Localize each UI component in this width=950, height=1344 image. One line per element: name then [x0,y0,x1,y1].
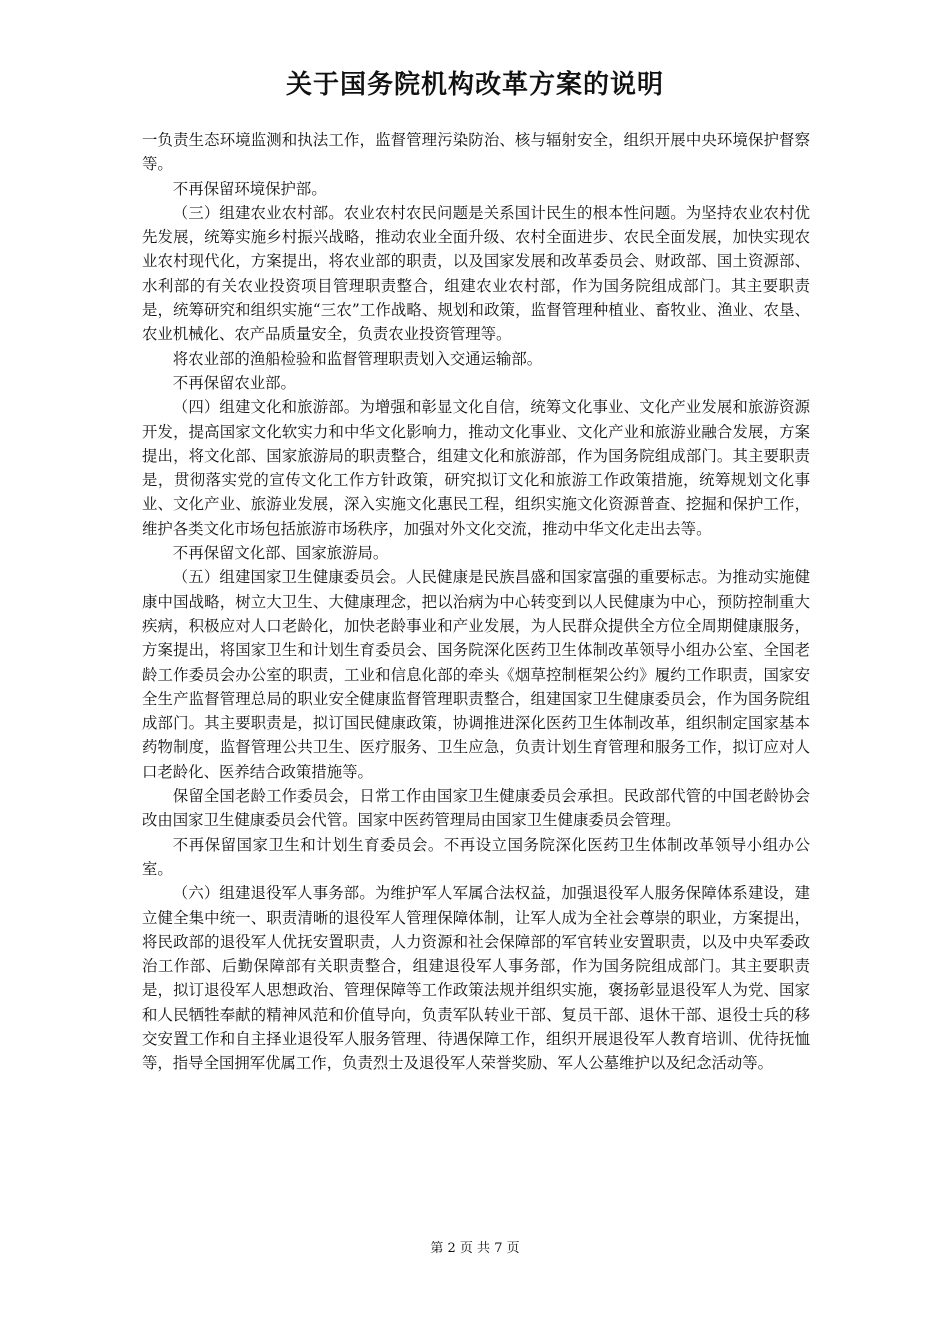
paragraph-3: （三）组建农业农村部。农业农村农民问题是关系国计民生的根本性问题。为坚持农业农村优先发展，统筹实施乡村振兴战略，推动农业全面升级、农村全面进步、农民全面发展，加快实现农业农村现代化，方案提出，将农业部的职责，以及国家发展和改革委员会、财政部、国土资源部、水利部的有关农业投资项目管理职责整合，组建农业农村部，作为国务院组成部门。其主要职责是，统筹研究和组织实施“三农”工作战略、规划和政策，监督管理种植业、畜牧业、渔业、农垦、农业机械化、农产品质量安全，负责农业投资管理等。 [142,203,810,344]
paragraph-9: 保留全国老龄工作委员会，日常工作由国家卫生健康委员会承担。民政部代管的中国老龄协会改由国家卫生健康委员会代管。国家中医药管理局由国家卫生健康委员会管理。 [142,787,810,830]
paragraph-4: 将农业部的渔船检验和监督管理职责划入交通运输部。 [172,349,543,368]
paragraph-6: （四）组建文化和旅游部。为增强和彰显文化自信，统筹文化事业、文化产业发展和旅游资源开发，提高国家文化软实力和中华文化影响力，推动文化事业、文化产业和旅游业融合发展，方案提出，将文化部、国家旅游局的职责整合，组建文化和旅游部，作为国务院组成部门。其主要职责是，贯彻落实党的宣传文化工作方针政策，研究拟订文化和旅游工作政策措施，统筹规划文化事业、文化产业、旅游业发展，深入实施文化惠民工程，组织实施文化资源普查、挖掘和保护工作，维护各类文化市场包括旅游市场秩序，加强对外文化交流，推动中华文化走出去等。 [142,398,810,538]
document-title: 关于国务院机构改革方案的说明 [285,70,664,100]
paragraph-8: （五）组建国家卫生健康委员会。人民健康是民族昌盛和国家富强的重要标志。为推动实施健康中国战略，树立大卫生、大健康理念，把以治病为中心转变到以人民健康为中心，预防控制重大疾病，积极应对人口老龄化，加快老龄事业和产业发展，为人民群众提供全方位全周期健康服务，方案提出，将国家卫生和计划生育委员会、国务院深化医药卫生体制改革领导小组办公室、全国老龄工作委员会办公室的职责，工业和信息化部的牵头《烟草控制框架公约》履约工作职责，国家安全生产监督管理总局的职业安全健康监督管理职责整合，组建国家卫生健康委员会，作为国务院组成部门。其主要职责是，拟订国民健康政策，协调推进深化医药卫生体制改革，组织制定国家基本药物制度，监督管理公共卫生、医疗服务、卫生应急，负责计划生育管理和服务工作，拟订应对人口老龄化、医养结合政策措施等。 [142,568,810,781]
paragraph-1: 一负责生态环境监测和执法工作，监督管理污染防治、核与辐射安全，组织开展中央环境保护督察等。 [142,131,810,174]
paragraph-2: 不再保留环境保护部。 [172,179,327,198]
paragraph-7: 不再保留文化部、国家旅游局。 [172,544,389,563]
paragraph-10: 不再保留国家卫生和计划生育委员会。不再设立国务院深化医药卫生体制改革领导小组办公室。 [142,835,810,878]
page-number-footer: 第 2 页 共 7 页 [430,1241,520,1256]
paragraph-5: 不再保留农业部。 [172,373,296,392]
document-body [142,128,810,1076]
paragraph-11: （六）组建退役军人事务部。为维护军人军属合法权益，加强退役军人服务保障体系建设，建立健全集中统一、职责清晰的退役军人管理保障体制，让军人成为全社会尊崇的职业，方案提出，将民政部的退役军人优抚安置职责，人力资源和社会保障部的军官转业安置职责，以及中央军委政治工作部、后勤保障部有关职责整合，组建退役军人事务部，作为国务院组成部门。其主要职责是，拟订退役军人思想政治、管理保障等工作政策法规并组织实施，褒扬彰显退役军人为党、国家和人民牺牲奉献的精神风范和价值导向，负责军队转业干部、复员干部、退休干部、退役士兵的移交安置工作和自主择业退役军人服务管理、待遇保障工作，组织开展退役军人教育培训、优待抚恤等，指导全国拥军优属工作，负责烈士及退役军人荣誉奖励、军人公墓维护以及纪念活动等。 [142,884,810,1073]
